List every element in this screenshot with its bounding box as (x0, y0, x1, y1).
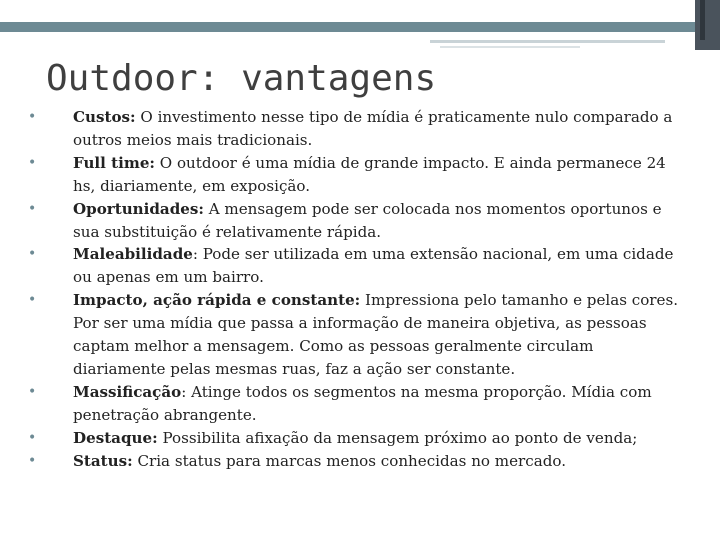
bullet-dot-icon: • (28, 109, 37, 125)
bullet-text: Cria status para marcas menos conhecidas no mercado. (132, 451, 566, 470)
bullet-item (28, 450, 688, 473)
bullet-term: Destaque: (73, 428, 158, 447)
bullet-term: Status: (73, 451, 133, 470)
header-stripe (0, 22, 720, 32)
bullet-dot-icon: • (28, 200, 37, 217)
bullet-term: Massificação (73, 382, 182, 401)
bullet-item (28, 381, 688, 427)
bullet-text: Possibilita afixação da mensagem próximo ao ponto de venda; (157, 428, 638, 447)
bullet-item (28, 243, 688, 289)
slide-title: Outdoor: vantagens (46, 58, 437, 99)
accent-line (430, 40, 665, 43)
bullet-item (28, 106, 688, 152)
bullet-term: Oportunidades: (73, 199, 204, 218)
bullet-dot-icon: • (28, 246, 37, 263)
bullet-term: Full time: (73, 153, 155, 172)
bullet-term: Impacto, ação rápida e constante: (73, 291, 361, 310)
bullet-item (28, 152, 688, 198)
bullet-term: Custos: (73, 108, 136, 126)
bullet-text: O outdoor é uma mídia de grande impacto. E ainda permanece 24 hs, diariamente, em exposição. (73, 153, 666, 195)
bullet-dot-icon: • (28, 292, 37, 309)
bullet-text: : Atinge todos os segmentos na mesma proporção. Mídia com penetração abrangente. (73, 382, 652, 424)
bullet-item (28, 289, 688, 381)
bullet-dot-icon: • (28, 429, 37, 446)
bullet-dot-icon: • (28, 383, 37, 400)
top-decorative-band (0, 0, 720, 24)
bullet-term: Maleabilidade (73, 245, 193, 264)
corner-block (695, 0, 720, 50)
bullet-dot-icon: • (28, 154, 37, 171)
bullet-item (28, 427, 688, 450)
bullet-text: : Pode ser utilizada em uma extensão nacional, em uma cidade ou apenas em um bairro. (73, 245, 674, 287)
bullet-text: A mensagem pode ser colocada nos momentos oportunos e sua substituição é relativamente rápida. (73, 199, 662, 241)
bullet-list (28, 106, 688, 473)
bullet-item (28, 198, 688, 244)
bullet-dot-icon: • (28, 452, 37, 469)
bullet-text: O investimento nesse tipo de mídia é praticamente nulo comparado a outros meios mais tradicionais. (73, 108, 673, 149)
corner-block-inner (700, 0, 705, 40)
accent-line-secondary (440, 46, 580, 48)
bullet-text: Impressiona pelo tamanho e pelas cores. Por ser uma mídia que passa a informação de maneira objetiva, as pessoas captam melhor a mensagem. Como as pessoas geralmente circulam diariamente pelas mesmas ruas, faz a ação ser constante. (73, 291, 678, 378)
